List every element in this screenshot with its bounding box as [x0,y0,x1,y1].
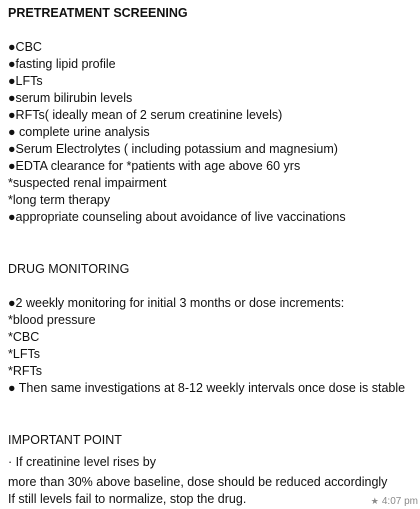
list-item: ●appropriate counseling about avoidance of live vaccinations [8,210,346,224]
section-heading-important-point: IMPORTANT POINT [8,433,122,447]
list-item: *LFTs [8,347,40,361]
list-item: If still levels fail to normalize, stop the drug. [8,492,247,506]
list-item: *CBC [8,330,40,344]
list-item: ●Serum Electrolytes ( including potassium and magnesium) [8,142,338,156]
list-item: ●RFTs( ideally mean of 2 serum creatinine levels) [8,108,283,122]
list-item: ●CBC [8,40,42,54]
section-heading-drug-monitoring: DRUG MONITORING [8,262,130,276]
list-item: *long term therapy [8,193,111,207]
list-item: ● complete urine analysis [8,125,150,139]
list-item: ● Then same investigations at 8-12 weekly intervals once dose is stable [8,381,406,395]
message-meta [371,495,418,508]
star-icon: ★ [370,496,379,506]
list-item: ●2 weekly monitoring for initial 3 months or dose increments: [8,296,345,310]
list-item: *RFTs [8,364,43,378]
list-item: ●serum bilirubin levels [8,91,133,105]
list-item: ●fasting lipid profile [8,57,116,71]
message-timestamp: 4:07 pm [381,496,418,507]
list-item: more than 30% above baseline, dose should be reduced accordingly [8,475,388,489]
list-item: · If creatinine level rises by [8,455,156,469]
section-heading-pretreatment: PRETREATMENT SCREENING [8,6,188,20]
list-item: *suspected renal impairment [8,176,167,190]
list-item: ●LFTs [8,74,43,88]
list-item: *blood pressure [8,313,96,327]
list-item: ●EDTA clearance for *patients with age above 60 yrs [8,159,301,173]
